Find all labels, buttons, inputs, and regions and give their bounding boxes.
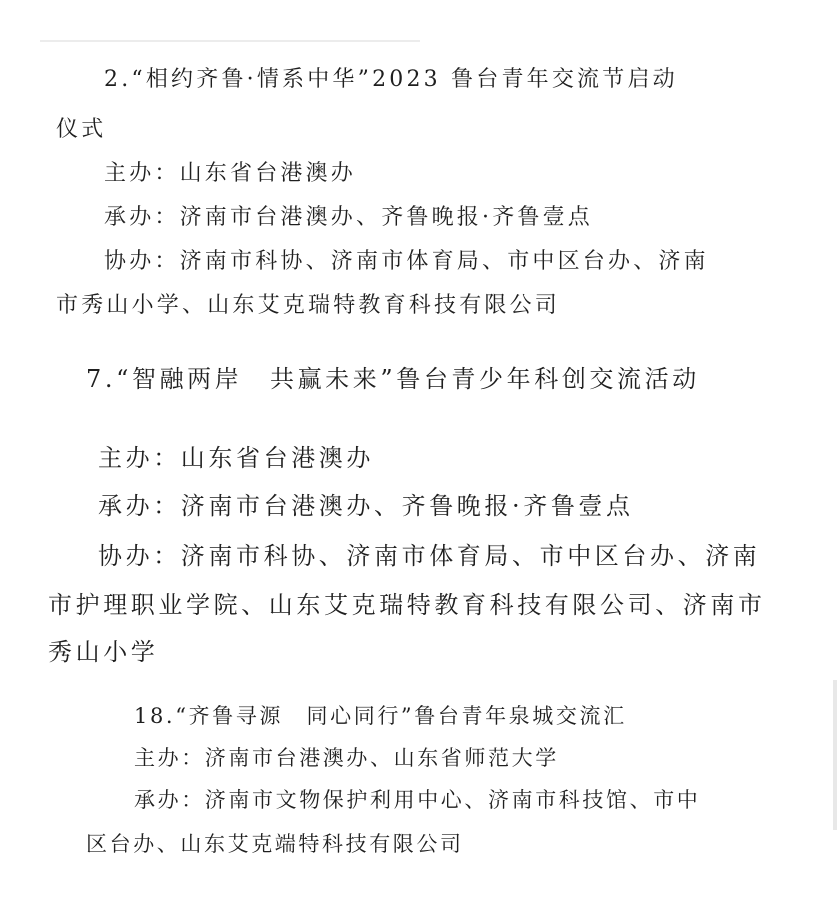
section2-co-organizer-line3: 秀山小学	[48, 638, 159, 666]
section2-host: 主办：山东省台港澳办	[98, 444, 374, 472]
section1-co-organizer-line1: 协办：济南市科协、济南市体育局、市中区台办、济南	[104, 249, 709, 274]
section2-co-organizer-line2: 市护理职业学院、山东艾克瑞特教育科技有限公司、济南市	[48, 591, 766, 619]
section1-title-line2: 仪式	[56, 117, 107, 142]
section3-title: 18.“齐鲁寻源 同心同行”鲁台青年泉城交流汇	[134, 704, 627, 728]
section2-co-organizer-line1: 协办：济南市科协、济南市体育局、市中区台办、济南	[98, 542, 761, 570]
section3-organizer-line2: 区台办、山东艾克端特科技有限公司	[86, 832, 464, 856]
section3-host: 主办：济南市台港澳办、山东省师范大学	[134, 746, 559, 770]
section1-host: 主办：山东省台港澳办	[104, 161, 357, 186]
section1-organizer: 承办：济南市台港澳办、齐鲁晚报·齐鲁壹点	[104, 205, 593, 230]
section1-title-line1: 2.“相约齐鲁·情系中华”2023 鲁台青年交流节启动	[104, 67, 678, 92]
section2-organizer: 承办：济南市台港澳办、齐鲁晚报·齐鲁壹点	[98, 492, 634, 520]
section1-co-organizer-line2: 市秀山小学、山东艾克瑞特教育科技有限公司	[56, 293, 561, 318]
section3-organizer-line1: 承办：济南市文物保护利用中心、济南市科技馆、市中	[134, 788, 701, 812]
scan-edge-artifact	[833, 680, 837, 830]
section2-title: 7.“智融两岸 共赢未来”鲁台青少年科创交流活动	[86, 365, 700, 393]
scan-edge-artifact	[40, 40, 420, 42]
